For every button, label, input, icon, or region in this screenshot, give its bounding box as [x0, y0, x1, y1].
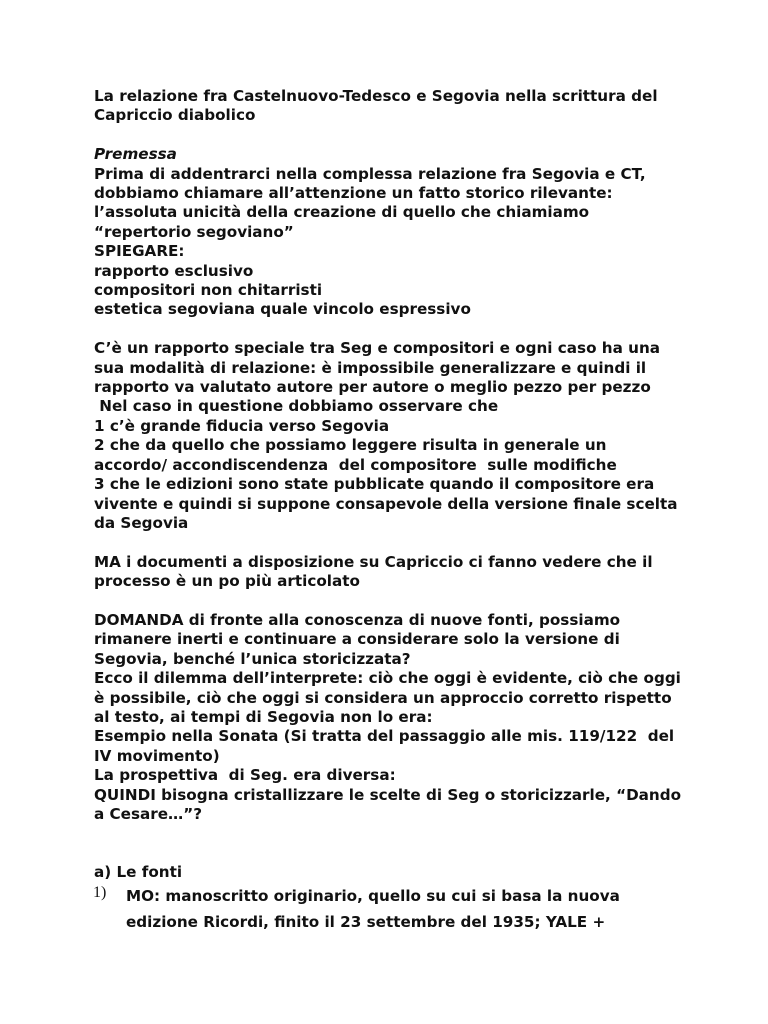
paragraph-line: estetica segoviana quale vincolo espressivo	[94, 300, 471, 319]
paragraph-line: C’è un rapporto speciale tra Seg e compositori e ogni caso ha una	[94, 339, 661, 358]
paragraph-line: rapporto esclusivo	[94, 261, 254, 280]
spacer	[94, 533, 714, 552]
paragraph-line: Nel caso in questione dobbiamo osservare che	[94, 397, 499, 416]
list-line: MO: manoscritto originario, quello su cui si basa la nuova	[126, 886, 620, 905]
paragraph-line: a Cesare…”?	[94, 804, 203, 823]
paragraph-line: da Segovia	[94, 513, 189, 532]
paragraph-line: 3 che le edizioni sono state pubblicate quando il compositore era	[94, 475, 655, 494]
paragraph-line: IV movimento)	[94, 746, 220, 765]
spacer	[94, 592, 714, 611]
paragraph-line: 1 c’è grande fiducia verso Segovia	[94, 416, 390, 435]
list-item	[94, 883, 714, 935]
paragraph-line: Ecco il dilemma dell’interprete: ciò che oggi è evidente, ciò che oggi	[94, 669, 681, 688]
spacer	[94, 824, 714, 863]
paragraph-line: vivente e quindi si suppone consapevole della versione finale scelta	[94, 494, 678, 513]
document-title-line-2: Capriccio diabolico	[94, 106, 256, 125]
paragraph-line: rimanere inerti e continuare a considerare solo la versione di	[94, 630, 620, 649]
paragraph-line: sua modalità di relazione: è impossibile generalizzare e quindi il	[94, 358, 647, 377]
paragraph-line: compositori non chitarristi	[94, 281, 323, 300]
paragraph-line: l’assoluta unicità della creazione di quello che chiamiamo	[94, 203, 590, 222]
paragraph-line: dobbiamo chiamare all’attenzione un fatto storico rilevante:	[94, 184, 613, 203]
paragraph-line: DOMANDA di fronte alla conoscenza di nuove fonti, possiamo	[94, 610, 621, 629]
document-body	[94, 87, 714, 935]
paragraph-line: Prima di addentrarci nella complessa relazione fra Segovia e CT,	[94, 164, 646, 183]
paragraph-line: Esempio nella Sonata (Si tratta del passaggio alle mis. 119/122 del	[94, 727, 675, 746]
paragraph-line: Segovia, benché l’unica storicizzata?	[94, 649, 411, 668]
paragraph-line: MA i documenti a disposizione su Capriccio ci fanno vedere che il	[94, 552, 653, 571]
section-heading: a) Le fonti	[94, 863, 183, 882]
paragraph-line: 2 che da quello che possiamo leggere risulta in generale un	[94, 436, 607, 455]
paragraph-line: La prospettiva di Seg. era diversa:	[94, 766, 396, 785]
spacer	[94, 320, 714, 339]
paragraph-line: è possibile, ciò che oggi si considera un approccio corretto rispetto	[94, 688, 672, 707]
document-title-line-1: La relazione fra Castelnuovo-Tedesco e Segovia nella scrittura del	[94, 87, 658, 105]
paragraph-line: rapporto va valutato autore per autore o meglio pezzo per pezzo	[94, 378, 651, 397]
paragraph-line: accordo/ accondiscendenza del compositore sulle modifiche	[94, 455, 617, 474]
paragraph-line: “repertorio segoviano”	[94, 222, 294, 241]
premessa-heading: Premessa	[94, 145, 177, 164]
spacer	[94, 126, 714, 145]
list-number: 1)	[93, 883, 107, 901]
paragraph-line: SPIEGARE:	[94, 242, 185, 261]
paragraph-line: QUINDI bisogna cristallizzare le scelte di Seg o storicizzarle, “Dando	[94, 785, 682, 804]
paragraph-line: processo è un po più articolato	[94, 572, 360, 591]
paragraph-line: al testo, ai tempi di Segovia non lo era:	[94, 707, 433, 726]
list-line: edizione Ricordi, finito il 23 settembre del 1935; YALE +	[126, 912, 606, 931]
